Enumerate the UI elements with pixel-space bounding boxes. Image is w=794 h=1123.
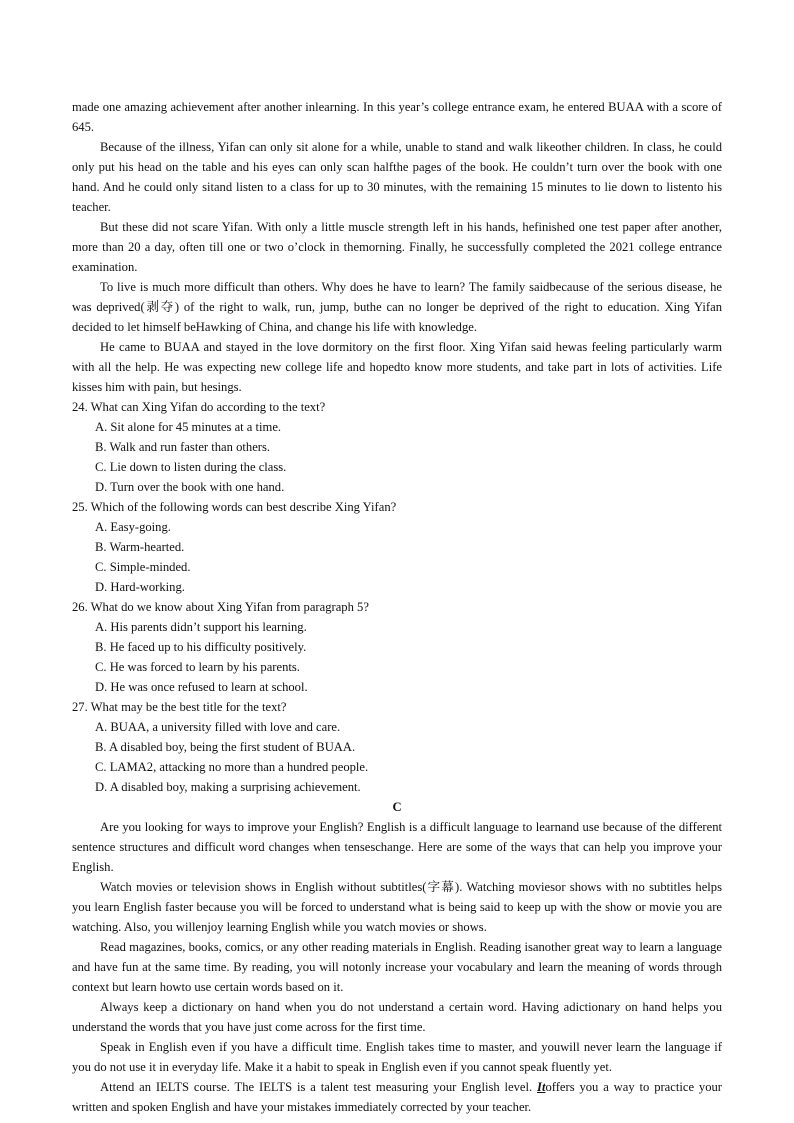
option-c: C. Lie down to listen during the class. [95,460,287,474]
passage-c-paragraph [72,1077,722,1117]
text-run: Attend an IELTS course. The IELTS is a talent test measuring your English level. [100,1080,538,1094]
option-list [72,617,722,697]
option-b: B. Warm-hearted. [95,540,185,554]
question-stem: 25. Which of the following words can best describe Xing Yifan? [72,500,397,514]
question-stem: 27. What may be the best title for the text? [72,700,287,714]
passage-b-paragraph: He came to BUAA and stayed in the love dormitory on the first floor. Xing Yifan said hewas feeling particularly warm with all the help. He was expecting new college life and hopedto know more students, and take part in lots of activities. Life kisses him with pain, but hesings. [72,340,722,394]
option-list [72,517,722,597]
passage-c-paragraph: Read magazines, books, comics, or any other reading materials in English. Reading isanother great way to learn a language and have fun at the same time. By reading, you will notonly increase your vocabulary and learn the meaning of words through context but learn howto use certain words based on it. [72,940,722,994]
passage-c-paragraph: Watch movies or television shows in English without subtitles(字幕). Watching moviesor shows with no subtitles helps you learn English faster because you will be forced to understand what is being said to keep up with the show or movie you are watching. Also, you willenjoy learning English while you watch movies or shows. [72,880,722,934]
passage-c-paragraph: Always keep a dictionary on hand when you do not understand a certain word. Having adictionary on hand helps you understand the words that you have just come across for the first time. [72,1000,722,1034]
option-a: A. His parents didn’t support his learning. [95,620,307,634]
emphasized-word: It [537,1080,546,1094]
passage-b-paragraph: made one amazing achievement after another inlearning. In this year’s college entrance exam, he entered BUAA with a score of 645. [72,100,722,134]
option-b: B. He faced up to his difficulty positively. [95,640,307,654]
option-d: D. Turn over the book with one hand. [95,480,285,494]
option-c: C. He was forced to learn by his parents. [95,660,300,674]
option-a: A. BUAA, a university filled with love and care. [95,720,341,734]
passage-c-paragraph: Speak in English even if you have a difficult time. English takes time to master, and youwill never learn the language if you do not use it in everyday life. Make it a habit to speak in English even if you cannot speak fluently yet. [72,1040,722,1074]
question-25 [72,497,722,597]
question-24 [72,397,722,497]
option-a: A. Sit alone for 45 minutes at a time. [95,420,282,434]
option-b: B. Walk and run faster than others. [95,440,271,454]
question-27 [72,697,722,797]
passage-b-paragraph: But these did not scare Yifan. With only a little muscle strength left in his hands, hefinished one test paper after another, more than 20 a day, often till one or two o’clock in themorning. Finally, he successfully completed the 2021 college entrance examination. [72,220,722,274]
question-26 [72,597,722,697]
option-a: A. Easy-going. [95,520,171,534]
question-stem: 26. What do we know about Xing Yifan from paragraph 5? [72,600,369,614]
passage-b-paragraph: To live is much more difficult than others. Why does he have to learn? The family saidbecause of the serious disease, he was deprived(剥夺) of the right to walk, run, jump, buthe can no longer be deprived of the right to education. Xing Yifan decided to let himself beHawking of China, and change his life with knowledge. [72,280,722,334]
option-d: D. Hard-working. [95,580,185,594]
question-stem: 24. What can Xing Yifan do according to the text? [72,400,326,414]
option-list [72,417,722,497]
passage-c-paragraph: Are you looking for ways to improve your English? English is a difficult language to learnand use because of the different sentence structures and difficult word changes when tenseschange. Here are some of the ways that can help you improve your English. [72,820,722,874]
option-list [72,717,722,797]
page-content [72,97,722,1117]
option-c: C. Simple-minded. [95,560,191,574]
text-run: offers you a way to practice your written and spoken English and have your mistakes immediately corrected by your teacher. [72,1080,722,1114]
option-d: D. He was once refused to learn at school. [95,680,308,694]
option-c: C. LAMA2, attacking no more than a hundred people. [95,760,369,774]
section-heading-c: C [392,800,402,814]
option-b: B. A disabled boy, being the first student of BUAA. [95,740,356,754]
option-d: D. A disabled boy, making a surprising achievement. [95,780,361,794]
passage-b-paragraph: Because of the illness, Yifan can only sit alone for a while, unable to stand and walk likeother children. In class, he could only put his head on the table and his eyes can only scan halfthe pages of the book. He couldn’t turn over the book with one hand. And he could only sitand listen to a class for up to 30 minutes, with the remaining 15 minutes to lie down to listento his teacher. [72,140,722,214]
